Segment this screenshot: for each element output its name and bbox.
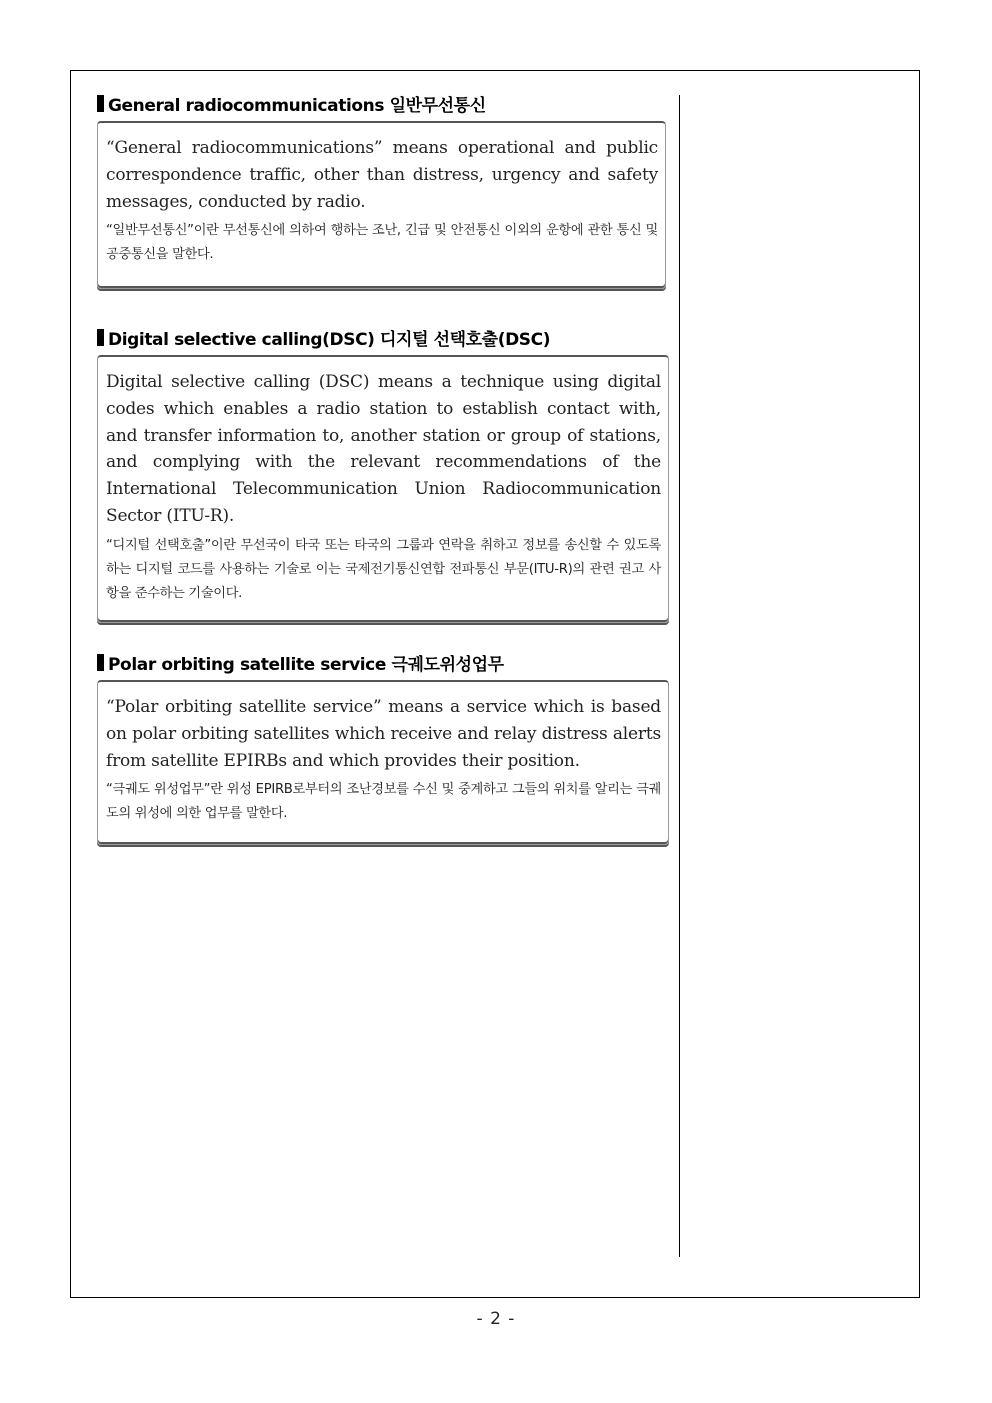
definition-box (97, 121, 666, 289)
definition-korean: “디지털 선택호출”이란 무선국이 타국 또는 타국의 그룹과 연락을 취하고 정보를 송신할 수 있도록 하는 디지털 코드를 사용하는 기술로 이는 국제전기통신연합 전파통신 부문(ITU-R)의 관련 권고 사항을 준수하는 기술이다. (106, 537, 661, 601)
definition-box (97, 680, 669, 845)
definition-korean: “극궤도 위성업무”란 위성 EPIRB로부터의 조난경보를 수신 및 중계하고 그들의 위치를 알리는 극궤도의 위성에 의한 업무를 말한다. (106, 782, 661, 822)
definition-english: “General radiocommunications” means operational and public correspondence traffic, other than distress, urgency and safety messages, conducted by radio. (106, 138, 658, 212)
section-general-radiocommunications (97, 91, 666, 289)
section-digital-selective-calling (97, 325, 669, 623)
section-polar-orbiting-satellite-service (97, 650, 669, 845)
definition-box (97, 355, 669, 623)
heading-marker-icon (97, 329, 104, 346)
page-number: - 2 - (476, 1309, 516, 1329)
definition-english: “Polar orbiting satellite service” means a service which is based on polar orbiting satellites which receive and relay distress alerts from satellite EPIRBs and which provides their position. (106, 697, 661, 771)
definition-korean: “일반무선통신”이란 무선통신에 의하여 행하는 조난, 긴급 및 안전통신 이외의 운항에 관한 통신 및 공중통신을 말한다. (106, 223, 658, 263)
heading-marker-icon (97, 654, 104, 671)
section-heading (97, 325, 669, 349)
heading-marker-icon (97, 95, 104, 112)
section-heading-text: Polar orbiting satellite service 극궤도위성업무 (108, 654, 504, 675)
section-heading (97, 91, 666, 115)
definition-english: Digital selective calling (DSC) means a technique using digital codes which enables a radio station to establish contact with, and transfer information to, another station or group of stations, and complying with the relevant recommendations of the International Telecommunication Union Radiocommunication Sector (ITU-R). (106, 372, 661, 526)
column-divider (679, 95, 680, 1257)
section-heading-text: Digital selective calling(DSC) 디지털 선택호출(DSC) (108, 329, 551, 350)
section-heading (97, 650, 669, 674)
section-heading-text: General radiocommunications 일반무선통신 (108, 95, 486, 116)
